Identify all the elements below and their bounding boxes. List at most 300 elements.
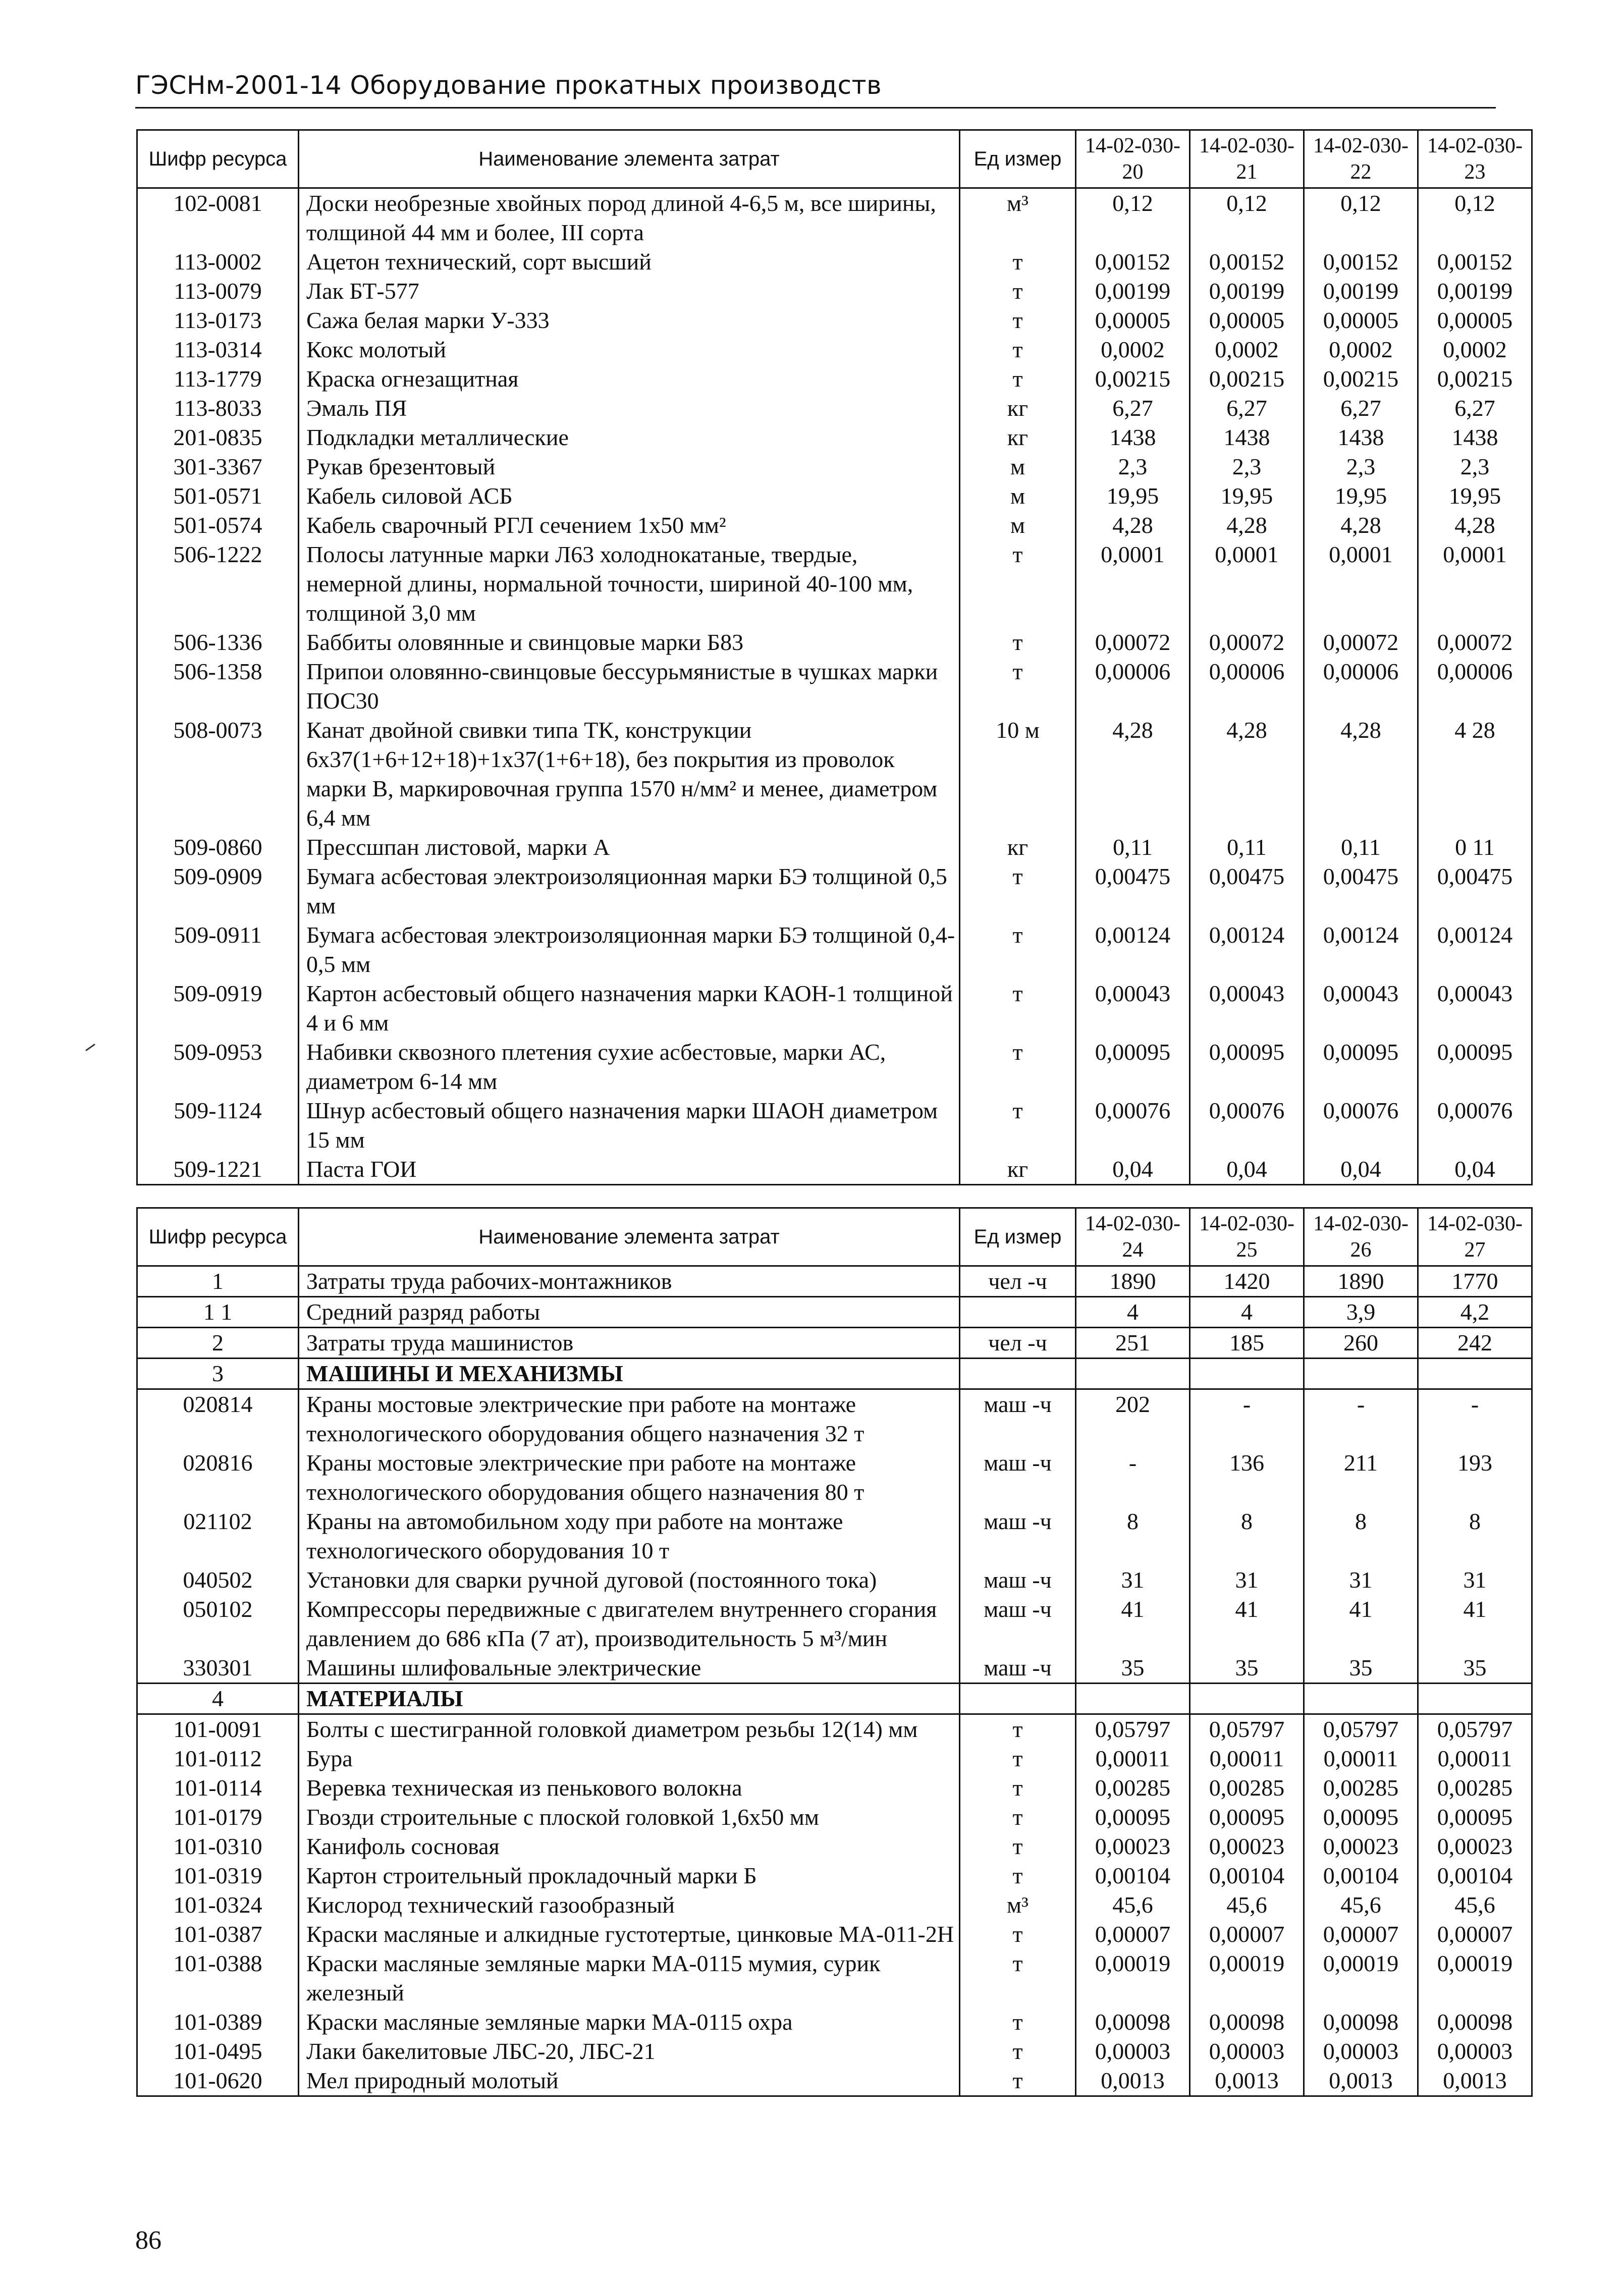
- norm-value-cell: 0,00095: [1190, 1803, 1304, 1832]
- unit-cell: т: [960, 1832, 1076, 1861]
- resource-code-cell: 508-0073: [137, 716, 299, 833]
- norm-value-cell: 0,00043: [1076, 979, 1190, 1038]
- norm-value-cell: 0,00003: [1190, 2037, 1304, 2066]
- cost-element-name-cell: Ацетон технический, сорт высший: [299, 247, 960, 277]
- norm-value-cell: 0,00076: [1076, 1096, 1190, 1155]
- header-unit: Ед измер: [960, 130, 1076, 188]
- norm-value-cell: 0,00152: [1418, 247, 1532, 277]
- cost-element-name-cell: Бура: [299, 1744, 960, 1773]
- norm-value-cell: 0,00007: [1418, 1920, 1532, 1949]
- header-unit: Ед измер: [960, 1208, 1076, 1266]
- norm-value-cell: 4,28: [1304, 716, 1418, 833]
- unit-cell: чел -ч: [960, 1328, 1076, 1359]
- unit-cell: [960, 1684, 1076, 1714]
- norm-value-cell: 0,00215: [1076, 364, 1190, 394]
- resource-code-cell: 101-0388: [137, 1949, 299, 2008]
- table-row: [137, 1803, 1532, 1832]
- cost-element-name-cell: Полосы латунные марки Л63 холоднокатаные, твердые, немерной длины, нормальной точности, шириной 40-100 мм, толщиной 3,0 мм: [299, 540, 960, 628]
- table-row: [137, 394, 1532, 423]
- unit-cell: м³: [960, 1890, 1076, 1920]
- norm-value-cell: 251: [1076, 1328, 1190, 1359]
- norm-value-cell: 3,9: [1304, 1297, 1418, 1328]
- cost-element-name-cell: Средний разряд работы: [299, 1297, 960, 1328]
- header-rule: [135, 107, 1496, 109]
- norm-value-cell: 211: [1304, 1448, 1418, 1507]
- norm-value-cell: 0,0013: [1076, 2066, 1190, 2096]
- table-row: [137, 247, 1532, 277]
- norm-value-cell: 0,00215: [1418, 364, 1532, 394]
- norm-value-cell: 4,28: [1076, 511, 1190, 540]
- header-norm-23: 14-02-030-23: [1418, 130, 1532, 188]
- norm-value-cell: 1890: [1076, 1266, 1190, 1297]
- resource-code-cell: 330301: [137, 1653, 299, 1684]
- norm-value-cell: 0,05797: [1304, 1714, 1418, 1745]
- table-row: [137, 1920, 1532, 1949]
- resource-code-cell: 101-0112: [137, 1744, 299, 1773]
- resource-code-cell: 020814: [137, 1389, 299, 1449]
- unit-cell: т: [960, 335, 1076, 364]
- table-body-1: [137, 188, 1532, 1185]
- norm-value-cell: 4,28: [1418, 511, 1532, 540]
- norm-value-cell: 31: [1418, 1565, 1532, 1595]
- resource-code-cell: 113-8033: [137, 394, 299, 423]
- unit-cell: т: [960, 1096, 1076, 1155]
- norm-value-cell: 0,00006: [1304, 657, 1418, 716]
- resource-table-2: [136, 1207, 1533, 2097]
- resource-code-cell: 021102: [137, 1507, 299, 1565]
- resource-code-cell: 101-0495: [137, 2037, 299, 2066]
- norm-value-cell: 45,6: [1190, 1890, 1304, 1920]
- norm-value-cell: 41: [1418, 1595, 1532, 1653]
- norm-value-cell: 35: [1076, 1653, 1190, 1684]
- norm-value-cell: 0,00475: [1076, 862, 1190, 920]
- resource-code-cell: 050102: [137, 1595, 299, 1653]
- norm-value-cell: [1190, 1684, 1304, 1714]
- table-row: [137, 1507, 1532, 1565]
- norm-value-cell: [1076, 1684, 1190, 1714]
- resource-code-cell: 020816: [137, 1448, 299, 1507]
- header-name: Наименование элемента затрат: [299, 130, 960, 188]
- norm-value-cell: 35: [1304, 1653, 1418, 1684]
- table-row: [137, 1684, 1532, 1714]
- unit-cell: чел -ч: [960, 1266, 1076, 1297]
- norm-value-cell: [1190, 1359, 1304, 1389]
- unit-cell: т: [960, 277, 1076, 306]
- resource-code-cell: 509-0919: [137, 979, 299, 1038]
- resource-code-cell: 102-0081: [137, 188, 299, 248]
- norm-value-cell: 2,3: [1304, 452, 1418, 481]
- table-row: [137, 481, 1532, 511]
- unit-cell: м: [960, 452, 1076, 481]
- table-row: [137, 277, 1532, 306]
- norm-value-cell: 41: [1190, 1595, 1304, 1653]
- cost-element-name-cell: Кислород технический газообразный: [299, 1890, 960, 1920]
- cost-element-name-cell: Подкладки металлические: [299, 423, 960, 452]
- cost-element-name-cell: Установки для сварки ручной дуговой (постоянного тока): [299, 1565, 960, 1595]
- norm-value-cell: 185: [1190, 1328, 1304, 1359]
- norm-value-cell: 0,00152: [1076, 247, 1190, 277]
- norm-value-cell: 0,00104: [1076, 1861, 1190, 1890]
- unit-cell: м: [960, 511, 1076, 540]
- unit-cell: т: [960, 2008, 1076, 2037]
- norm-value-cell: 0,00019: [1418, 1949, 1532, 2008]
- resource-code-cell: 509-0860: [137, 833, 299, 862]
- norm-value-cell: 45,6: [1076, 1890, 1190, 1920]
- unit-cell: т: [960, 2037, 1076, 2066]
- norm-value-cell: 242: [1418, 1328, 1532, 1359]
- norm-value-cell: 2,3: [1076, 452, 1190, 481]
- table-row: [137, 657, 1532, 716]
- norm-value-cell: 0,00023: [1190, 1832, 1304, 1861]
- cost-element-name-cell: Кокс молотый: [299, 335, 960, 364]
- unit-cell: т: [960, 920, 1076, 979]
- norm-value-cell: 8: [1190, 1507, 1304, 1565]
- norm-value-cell: 2,3: [1418, 452, 1532, 481]
- norm-value-cell: -: [1190, 1389, 1304, 1449]
- resource-code-cell: 113-0079: [137, 277, 299, 306]
- table-row: [137, 920, 1532, 979]
- unit-cell: т: [960, 979, 1076, 1038]
- cost-element-name-cell: Затраты труда машинистов: [299, 1328, 960, 1359]
- cost-element-name-cell: Кабель сварочный РГЛ сечением 1х50 мм²: [299, 511, 960, 540]
- header-norm-20: 14-02-030-20: [1076, 130, 1190, 188]
- table-row: [137, 628, 1532, 657]
- norm-value-cell: 0,00475: [1304, 862, 1418, 920]
- table-row: [137, 1266, 1532, 1297]
- unit-cell: кг: [960, 394, 1076, 423]
- header-norm-25: 14-02-030-25: [1190, 1208, 1304, 1266]
- table-row: [137, 1448, 1532, 1507]
- unit-cell: маш -ч: [960, 1448, 1076, 1507]
- norm-value-cell: 0,00023: [1304, 1832, 1418, 1861]
- norm-value-cell: 0,00006: [1190, 657, 1304, 716]
- table-row: [137, 1861, 1532, 1890]
- resource-code-cell: 301-3367: [137, 452, 299, 481]
- norm-value-cell: 0,00072: [1190, 628, 1304, 657]
- norm-value-cell: 0,00124: [1076, 920, 1190, 979]
- norm-value-cell: 45,6: [1304, 1890, 1418, 1920]
- resource-code-cell: 101-0324: [137, 1890, 299, 1920]
- norm-value-cell: 1420: [1190, 1266, 1304, 1297]
- norm-value-cell: 19,95: [1304, 481, 1418, 511]
- cost-element-name-cell: Мел природный молотый: [299, 2066, 960, 2096]
- norm-value-cell: 0,00076: [1304, 1096, 1418, 1155]
- norm-value-cell: 8: [1304, 1507, 1418, 1565]
- norm-value-cell: 0,00005: [1304, 306, 1418, 335]
- table-row: [137, 423, 1532, 452]
- table-row: [137, 979, 1532, 1038]
- norm-value-cell: 0,00095: [1418, 1803, 1532, 1832]
- norm-value-cell: 0,00215: [1304, 364, 1418, 394]
- norm-value-cell: 4,28: [1190, 716, 1304, 833]
- margin-pen-mark: [85, 1044, 95, 1051]
- norm-value-cell: 0,00285: [1076, 1773, 1190, 1803]
- norm-value-cell: 0,00019: [1076, 1949, 1190, 2008]
- resource-code-cell: 509-1221: [137, 1155, 299, 1185]
- norm-value-cell: 0,0002: [1418, 335, 1532, 364]
- table-row: [137, 2037, 1532, 2066]
- unit-cell: т: [960, 1714, 1076, 1745]
- norm-value-cell: 0,00095: [1076, 1803, 1190, 1832]
- table-row: [137, 1389, 1532, 1449]
- norm-value-cell: 19,95: [1418, 481, 1532, 511]
- norm-value-cell: 41: [1076, 1595, 1190, 1653]
- unit-cell: т: [960, 364, 1076, 394]
- norm-value-cell: 0,00199: [1076, 277, 1190, 306]
- norm-value-cell: 0,00104: [1418, 1861, 1532, 1890]
- header-code: Шифр ресурса: [137, 1208, 299, 1266]
- norm-value-cell: 1438: [1418, 423, 1532, 452]
- header-norm-26: 14-02-030-26: [1304, 1208, 1418, 1266]
- cost-element-name-cell: Гвозди строительные с плоской головкой 1,6х50 мм: [299, 1803, 960, 1832]
- resource-code-cell: 501-0574: [137, 511, 299, 540]
- norm-value-cell: 0,00072: [1418, 628, 1532, 657]
- norm-value-cell: 0,00152: [1190, 247, 1304, 277]
- cost-element-name-cell: Краны мостовые электрические при работе на монтаже технологического оборудования общего назначения 80 т: [299, 1448, 960, 1507]
- table-row: [137, 1832, 1532, 1861]
- cost-element-name-cell: Кабель силовой АСБ: [299, 481, 960, 511]
- norm-value-cell: 0,12: [1418, 188, 1532, 248]
- norm-value-cell: 4: [1190, 1297, 1304, 1328]
- norm-value-cell: 0,00104: [1190, 1861, 1304, 1890]
- resource-code-cell: 509-0909: [137, 862, 299, 920]
- norm-value-cell: 6,27: [1418, 394, 1532, 423]
- resource-code-cell: 509-1124: [137, 1096, 299, 1155]
- norm-value-cell: 0,00003: [1418, 2037, 1532, 2066]
- norm-value-cell: 0,00199: [1190, 277, 1304, 306]
- norm-value-cell: 0,00007: [1076, 1920, 1190, 1949]
- norm-value-cell: -: [1418, 1389, 1532, 1449]
- norm-value-cell: -: [1304, 1389, 1418, 1449]
- norm-value-cell: 0,00043: [1190, 979, 1304, 1038]
- unit-cell: т: [960, 1773, 1076, 1803]
- norm-value-cell: 0,0001: [1418, 540, 1532, 628]
- unit-cell: т: [960, 2066, 1076, 2096]
- header-norm-21: 14-02-030-21: [1190, 130, 1304, 188]
- table-row: [137, 306, 1532, 335]
- norm-value-cell: 0,04: [1190, 1155, 1304, 1185]
- norm-value-cell: 35: [1190, 1653, 1304, 1684]
- resource-code-cell: 113-1779: [137, 364, 299, 394]
- norm-value-cell: 0,04: [1418, 1155, 1532, 1185]
- cost-element-name-cell: Шнур асбестовый общего назначения марки ШАОН диаметром 15 мм: [299, 1096, 960, 1155]
- resource-code-cell: 101-0310: [137, 1832, 299, 1861]
- header-name: Наименование элемента затрат: [299, 1208, 960, 1266]
- resource-code-cell: 101-0319: [137, 1861, 299, 1890]
- unit-cell: кг: [960, 833, 1076, 862]
- resource-code-cell: 113-0002: [137, 247, 299, 277]
- norm-value-cell: 0,00011: [1418, 1744, 1532, 1773]
- norm-value-cell: 4,28: [1304, 511, 1418, 540]
- cost-element-name-cell: МАТЕРИАЛЫ: [299, 1684, 960, 1714]
- norm-value-cell: 0,12: [1076, 188, 1190, 248]
- norm-value-cell: 0,00124: [1304, 920, 1418, 979]
- table-row: [137, 1359, 1532, 1389]
- norm-value-cell: 0,00124: [1418, 920, 1532, 979]
- table-row: [137, 1565, 1532, 1595]
- norm-value-cell: 0,00019: [1304, 1949, 1418, 2008]
- cost-element-name-cell: Баббиты оловянные и свинцовые марки Б83: [299, 628, 960, 657]
- unit-cell: маш -ч: [960, 1565, 1076, 1595]
- norm-value-cell: 1890: [1304, 1266, 1418, 1297]
- table-row: [137, 540, 1532, 628]
- norm-value-cell: 41: [1304, 1595, 1418, 1653]
- table-row: [137, 862, 1532, 920]
- norm-value-cell: 6,27: [1076, 394, 1190, 423]
- norm-value-cell: 0,04: [1304, 1155, 1418, 1185]
- norm-value-cell: 0,12: [1190, 188, 1304, 248]
- cost-element-name-cell: Картон асбестовый общего назначения марки КАОН-1 толщиной 4 и 6 мм: [299, 979, 960, 1038]
- table-row: [137, 1949, 1532, 2008]
- norm-value-cell: 0,00095: [1418, 1038, 1532, 1096]
- cost-element-name-cell: Болты с шестигранной головкой диаметром резьбы 12(14) мм: [299, 1714, 960, 1745]
- cost-element-name-cell: Краски масляные и алкидные густотертые, цинковые МА-011-2Н: [299, 1920, 960, 1949]
- unit-cell: т: [960, 306, 1076, 335]
- resource-code-cell: 2: [137, 1328, 299, 1359]
- norm-value-cell: 0,00095: [1076, 1038, 1190, 1096]
- table-row: [137, 1328, 1532, 1359]
- norm-value-cell: 0,00006: [1076, 657, 1190, 716]
- unit-cell: 10 м: [960, 716, 1076, 833]
- norm-value-cell: 0,00005: [1190, 306, 1304, 335]
- norm-value-cell: 0,00019: [1190, 1949, 1304, 2008]
- table-row: [137, 1653, 1532, 1684]
- unit-cell: т: [960, 862, 1076, 920]
- norm-value-cell: 0,0002: [1304, 335, 1418, 364]
- unit-cell: маш -ч: [960, 1653, 1076, 1684]
- table-row: [137, 364, 1532, 394]
- table-row: [137, 716, 1532, 833]
- norm-value-cell: 0,00124: [1190, 920, 1304, 979]
- norm-value-cell: 0,0002: [1190, 335, 1304, 364]
- norm-value-cell: 6,27: [1304, 394, 1418, 423]
- cost-element-name-cell: Канифоль сосновая: [299, 1832, 960, 1861]
- norm-value-cell: 0,00285: [1418, 1773, 1532, 1803]
- norm-value-cell: 0,0001: [1190, 540, 1304, 628]
- unit-cell: [960, 1359, 1076, 1389]
- norm-value-cell: 202: [1076, 1389, 1190, 1449]
- table-row: [137, 833, 1532, 862]
- resource-code-cell: 501-0571: [137, 481, 299, 511]
- norm-value-cell: [1076, 1359, 1190, 1389]
- table-row: [137, 1714, 1532, 1745]
- unit-cell: маш -ч: [960, 1507, 1076, 1565]
- cost-element-name-cell: Доски необрезные хвойных пород длиной 4-6,5 м, все ширины, толщиной 44 мм и более, III сорта: [299, 188, 960, 248]
- resource-code-cell: 4: [137, 1684, 299, 1714]
- cost-element-name-cell: Канат двойной свивки типа ТК, конструкции 6х37(1+6+12+18)+1х37(1+6+18), без покрытия из проволок марки В, маркировочная группа 1570 н/мм² и менее, диаметром 6,4 мм: [299, 716, 960, 833]
- norm-value-cell: 0,00007: [1304, 1920, 1418, 1949]
- norm-value-cell: 0,00285: [1304, 1773, 1418, 1803]
- norm-value-cell: 0,00023: [1076, 1832, 1190, 1861]
- norm-value-cell: 4,2: [1418, 1297, 1532, 1328]
- norm-value-cell: [1304, 1684, 1418, 1714]
- unit-cell: кг: [960, 423, 1076, 452]
- norm-value-cell: 0,00072: [1076, 628, 1190, 657]
- norm-value-cell: 0 11: [1418, 833, 1532, 862]
- unit-cell: т: [960, 1744, 1076, 1773]
- norm-value-cell: 31: [1076, 1565, 1190, 1595]
- table-row: [137, 1297, 1532, 1328]
- norm-value-cell: 8: [1418, 1507, 1532, 1565]
- norm-value-cell: [1304, 1359, 1418, 1389]
- table-row: [137, 1744, 1532, 1773]
- norm-value-cell: 1438: [1076, 423, 1190, 452]
- resource-code-cell: 506-1358: [137, 657, 299, 716]
- norm-value-cell: 0,0001: [1304, 540, 1418, 628]
- cost-element-name-cell: Паста ГОИ: [299, 1155, 960, 1185]
- table-header-row: [137, 130, 1532, 188]
- unit-cell: т: [960, 657, 1076, 716]
- norm-value-cell: 0,11: [1304, 833, 1418, 862]
- norm-value-cell: 0,11: [1190, 833, 1304, 862]
- table-row: [137, 335, 1532, 364]
- norm-value-cell: 0,0001: [1076, 540, 1190, 628]
- unit-cell: маш -ч: [960, 1595, 1076, 1653]
- norm-value-cell: 4,28: [1190, 511, 1304, 540]
- resource-code-cell: 113-0314: [137, 335, 299, 364]
- norm-value-cell: 0,00043: [1304, 979, 1418, 1038]
- table-row: [137, 1155, 1532, 1185]
- resource-code-cell: 101-0179: [137, 1803, 299, 1832]
- unit-cell: т: [960, 1949, 1076, 2008]
- table-row: [137, 188, 1532, 248]
- norm-value-cell: 0,00098: [1076, 2008, 1190, 2037]
- norm-value-cell: 1770: [1418, 1266, 1532, 1297]
- resource-code-cell: 1: [137, 1266, 299, 1297]
- norm-value-cell: 19,95: [1076, 481, 1190, 511]
- cost-element-name-cell: Краски масляные земляные марки МА-0115 мумия, сурик железный: [299, 1949, 960, 2008]
- norm-value-cell: 0,11: [1076, 833, 1190, 862]
- norm-value-cell: 0,00076: [1190, 1096, 1304, 1155]
- norm-value-cell: 0,05797: [1076, 1714, 1190, 1745]
- cost-element-name-cell: Рукав брезентовый: [299, 452, 960, 481]
- norm-value-cell: 0,04: [1076, 1155, 1190, 1185]
- norm-value-cell: 0,00475: [1418, 862, 1532, 920]
- resource-table-1: [136, 129, 1533, 1185]
- norm-value-cell: 31: [1190, 1565, 1304, 1595]
- table-row: [137, 511, 1532, 540]
- table-body-2: [137, 1266, 1532, 2096]
- norm-value-cell: 2,3: [1190, 452, 1304, 481]
- norm-value-cell: 0,00007: [1190, 1920, 1304, 1949]
- cost-element-name-cell: Прессшпан листовой, марки А: [299, 833, 960, 862]
- norm-value-cell: 0,00011: [1304, 1744, 1418, 1773]
- unit-cell: т: [960, 1861, 1076, 1890]
- norm-value-cell: 0,00023: [1418, 1832, 1532, 1861]
- norm-value-cell: 1438: [1304, 423, 1418, 452]
- norm-value-cell: 0,00199: [1304, 277, 1418, 306]
- header-code: Шифр ресурса: [137, 130, 299, 188]
- norm-value-cell: 0,00095: [1304, 1038, 1418, 1096]
- table-header-row: [137, 1208, 1532, 1266]
- cost-element-name-cell: Лак БТ-577: [299, 277, 960, 306]
- norm-value-cell: 0,05797: [1190, 1714, 1304, 1745]
- norm-value-cell: 6,27: [1190, 394, 1304, 423]
- norm-value-cell: 0,00095: [1304, 1803, 1418, 1832]
- resource-code-cell: 1 1: [137, 1297, 299, 1328]
- resource-code-cell: 101-0387: [137, 1920, 299, 1949]
- norm-value-cell: 0,0002: [1076, 335, 1190, 364]
- norm-value-cell: 193: [1418, 1448, 1532, 1507]
- norm-value-cell: 0,00011: [1190, 1744, 1304, 1773]
- norm-value-cell: 0,05797: [1418, 1714, 1532, 1745]
- table-row: [137, 452, 1532, 481]
- norm-value-cell: 0,00215: [1190, 364, 1304, 394]
- norm-value-cell: 35: [1418, 1653, 1532, 1684]
- table-row: [137, 2008, 1532, 2037]
- cost-element-name-cell: Машины шлифовальные электрические: [299, 1653, 960, 1684]
- norm-value-cell: 4,28: [1076, 716, 1190, 833]
